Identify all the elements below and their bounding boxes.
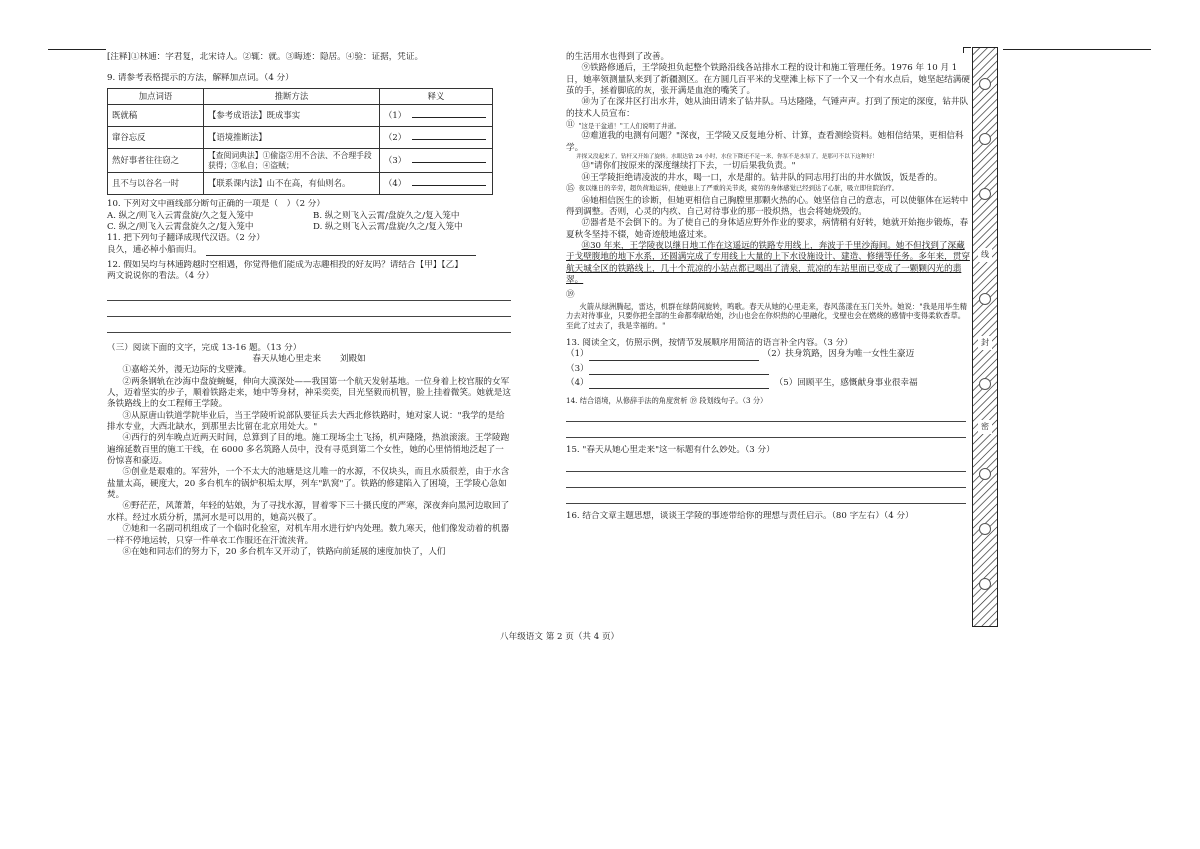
article-paragraph: ⑨铁路修通后，王学陵担负起整个铁路沿线各站排水工程的设计和施工管理任务。1976 年 10 月 1 日，她率领测量队来到了新疆测区。在方圆几百平米的戈壁滩上标下了一个又一个有水点后，她坚起结满硬茧的手，拯着脚底的灰，张开满是血泡的嘴笑了。: [566, 63, 970, 97]
option-a[interactable]: A. 纵之/则飞入云霄盘旋/久之复入笼中: [107, 210, 254, 221]
q12-answer-line[interactable]: [107, 291, 511, 301]
table-cell-answer[interactable]: [380, 148, 493, 172]
binding-label: 密: [978, 420, 992, 434]
answer-number: （2）: [384, 131, 407, 142]
question-15: 15. "春天从她心里走来"这一标题有什么妙处。（3 分）: [566, 444, 775, 455]
binding-hole-icon: [979, 78, 991, 90]
table-header-cell: 加点词语: [108, 88, 204, 104]
article-paragraph: ⑤创业是艰难的。军营外，一个不太大的池塘是这儿唯一的水源，不仅块头，而且水质很差，由于水含盐量太高，硬度大，20 多台机车的锅炉积垢太厚，列车"趴窝"了。铁路的修建陷入了困境，王学陵心急如焚。: [107, 467, 510, 501]
question-13: 13. 阅读全文，仿照示例，按情节发展顺序用简洁的语言补全内容。（3 分）: [566, 337, 853, 348]
page-footer: 八年级语文 第 2 页（共 4 页）: [500, 632, 620, 642]
q13-answer-line[interactable]: [589, 353, 759, 361]
paragraph-number: ⑮: [566, 184, 575, 195]
article-paragraph: ④西行的列车晚点近两天时间，总算到了目的地。施工现场尘土飞扬，机声隆隆，热浪滚滚。王学陵跑遍绵延数百里的施工干线，在 6000 多名筑路人员中，没有寻觅到第二个女性，她的心里悄悄地泛起了一份惊喜和豪迈。: [107, 433, 510, 467]
q13-row-1: [566, 349, 970, 360]
q13-example: （2）扶身筑路，因身为唯一女性生豪迈: [762, 349, 915, 360]
q14-answer-line[interactable]: [566, 412, 966, 422]
q15-answer-line[interactable]: [566, 494, 966, 504]
table-cell-answer[interactable]: [380, 173, 493, 195]
q13-answer-line[interactable]: [589, 381, 769, 389]
article-paragraph: 火箭从绿洲腾起，雷达，机群在绿荫间旋转，鸣歌。春天从她的心里走来，春风荡漾在玉门关外。她说："我是用毕生精力去对待事业，只要你把全部的生命都奉献给她，沙山也会在你炽热的心里融化，戈壁也会在燃烧的感情中变得柔软香草。至此了过去了，我是幸福的。": [566, 301, 968, 331]
article-paragraph: ⑬"请你们按原来的深度继续打下去，一切后果我负责。": [581, 161, 796, 172]
table-cell-word: 窜谷忘反: [108, 126, 204, 148]
answer-blank[interactable]: [412, 178, 486, 186]
table-cell-word: 既就稿: [108, 104, 204, 126]
paragraph-number: ⑲: [566, 290, 575, 301]
question-16: 16. 结合文章主题思想，谈谈王学陵的事迹带给你的理想与责任启示。（80 字左右）（4 分）: [566, 511, 914, 522]
table-cell-method: 【查阅词典法】①偷盗②用不合法、不合理手段获得；③私自；④盗贼；: [204, 148, 380, 172]
q13-example: （5）回顾平生，感慨献身事业很幸福: [774, 377, 918, 388]
table-row: [108, 104, 493, 126]
q13-label: （3）: [566, 363, 589, 374]
answer-number: （1）: [384, 109, 407, 120]
table-cell-answer[interactable]: [380, 126, 493, 148]
table-header-row: [108, 88, 493, 104]
paragraph-number: ⑪: [566, 120, 575, 131]
right-column: [566, 52, 970, 522]
article-paragraph: ⑯她相信医生的诊断，但她更相信自己胸膛里那颗火热的心。她坚信自己的意志，可以使躯体在运转中得到调整。否则，心灵的内疚、自己对待事业的那一股炽热，也会将她烧毁的。: [566, 195, 969, 217]
article-paragraph: ⑥野茫茫，风萧萧，年轻的姑娘，为了寻找水源，冒着零下三十摄氏度的严寒，深夜奔向黑河边取回了水样。经过水质分析，黑河水是可以用的，她高兴极了。: [107, 501, 510, 523]
table-cell-answer[interactable]: [380, 104, 493, 126]
answer-blank[interactable]: [412, 132, 486, 140]
table-cell-method: 【语境推断法】: [204, 126, 380, 148]
q11-sentence: 良久，逋必棹小船而归。: [107, 244, 202, 255]
table-cell-method: 【参考成语法】既成事实: [204, 104, 380, 126]
annotation-note: [注释]①林逋：字君复，北宋诗人。②辄：就。③晦迹：隐居。④验：证据，凭证。: [107, 52, 424, 62]
article-title: 春天从她心里走来: [252, 354, 322, 364]
q15-answer-line[interactable]: [566, 462, 966, 472]
table-cell-word: 且不与以谷名一时: [108, 173, 204, 195]
article-author: 刘殿如: [339, 354, 366, 364]
inserted-small-text: "这是干盆道！"工人们说明了井道。: [578, 121, 681, 130]
article-paragraph: ②两条钢轨在沙海中盘旋蜿蜒，伸向大漠深处——我国第一个航天发射基地。一位身着上校官服的女军人，迈着坚实的步子，顺着铁路走来，她中等身材，神采奕奕，目光坚毅而机智，脸上挂着微笑。她就是这条铁路线上的女工程师王学陵。: [107, 376, 511, 410]
q12-answer-line[interactable]: [107, 307, 511, 317]
answer-number: （3）: [384, 154, 407, 165]
article-paragraph: ③从原唐山铁道学院毕业后，当王学陵听说部队要征兵去大西北修铁路时，她对家人说："我学的是给排水专业，大西北缺水，到那里去比留在北京用处大。": [107, 410, 505, 433]
header-rule-right: [1003, 49, 1151, 50]
answer-number: （4）: [384, 178, 407, 189]
question-12-line2: 两文说说你的看法。（4 分）: [107, 271, 215, 282]
binding-margin: [972, 47, 998, 627]
q13-row-2: [566, 364, 970, 375]
table-cell-method: 【联系课内法】山不在高，有仙则名。: [204, 173, 380, 195]
option-b[interactable]: B. 纵之则飞入云霄/盘旋久之/复入笼中: [313, 210, 460, 221]
question-10: 10. 下列对文中画线部分断句正确的一项是（ ）（2 分）: [107, 199, 325, 210]
q10-options-row-2: [107, 222, 511, 233]
article-paragraph: ⑫难道我的电测有问题？"深夜，王学陵又反复地分析、计算，查看测绘资料。她相信结果，更相信科学。: [566, 131, 964, 153]
binding-hole-icon: [979, 578, 991, 590]
paragraph-11-row: [566, 120, 970, 131]
q13-row-3: [566, 378, 970, 389]
binding-label: 线: [978, 248, 992, 262]
inserted-small-text: 夜以继日的辛劳，超负荷地运转，使她患上了严重的关节炎，疲劳的身体感觉已经到达了心脏，吸立即住院治疗。: [578, 184, 899, 193]
table-row: [108, 148, 493, 172]
binding-hole-icon: [979, 188, 991, 200]
binding-hole-icon: [979, 468, 991, 480]
article-paragraph: ⑩为了在深井区打出水井，她从油田请来了钻井队。马达隆隆，气锤声声。打到了预定的深度，钻井队的技术人员宣布：: [566, 97, 969, 119]
article-paragraph: 的生活用水也得到了改善。: [566, 52, 670, 62]
inserted-small-text: 并探又没起来了，钻杆又开始了旋转。水眼达钻 24 小时，水位下降还不足一米，你泵不是水泵了，是那可不以下这种好！: [576, 154, 878, 161]
q12-answer-line[interactable]: [107, 323, 511, 333]
question-14: 14. 结合语境，从修辞手法的角度赏析 ⑲ 段划线句子。（3 分）: [566, 396, 768, 406]
table-row: [108, 173, 493, 195]
article-paragraph: ⑰器者是不会倒下的。为了使自己的身体适应野外作业的要求，病情稍有好转，她就开始拖步锻炼，春夏秋冬坚持不辍，她奇迹般地盛过来。: [566, 218, 969, 240]
binding-hole-icon: [979, 133, 991, 145]
answer-blank[interactable]: [412, 155, 486, 163]
table-header-cell: 释义: [380, 88, 493, 104]
left-column: [107, 52, 511, 558]
q13-label: （1）: [566, 349, 589, 360]
binding-hole-icon: [979, 523, 991, 535]
question-11: 11. 把下列句子翻译成现代汉语。（2 分）: [107, 233, 265, 244]
table-header-cell: 推断方法: [204, 88, 380, 104]
article-heading: [107, 354, 511, 365]
answer-blank[interactable]: [412, 110, 486, 118]
question-12-line1: 12. 假如吴均与林逋跨越时空相遇，你觉得他们能成为志趣相投的好友吗？请结合【甲】【乙】: [107, 259, 463, 270]
article-paragraph: ⑦她和一名副司机组成了一个临时化验室，对机车用水进行炉内处理。数九寒天，他们像发动着的机器一样不停地运转，只穿一件单衣工作服还在汗流浃背。: [107, 524, 510, 546]
vocab-table: [107, 88, 493, 196]
article-paragraph: ⑱30 年来，王学陵夜以继日地工作在这遥远的铁路专用线上，奔波于千里沙海间。她不但找到了深藏于戈壁腹地的地下水系，还圆满完成了专用线上大量的上下水设施设计、建造、修缮等任务。多年来，贯穿航天城全区的铁路线上，几十个荒凉的小站点都已喝出了清泉，荒凉的车站里面已变成了一颗颗闪光的翡翠。: [566, 240, 970, 285]
option-c[interactable]: C. 纵之/则飞入云霄盘旋久之/复入笼中: [107, 221, 254, 232]
section-3-heading: （三）阅读下面的文字，完成 13-16 题。（13 分）: [107, 342, 302, 353]
table-cell-word: 然好事者往往窃之: [108, 148, 204, 172]
q13-label: （4）: [566, 377, 589, 388]
header-rule-left: [48, 49, 106, 50]
binding-label: 封: [978, 336, 992, 350]
question-9: 9. 请参考表格提示的方法，解释加点词。（4 分）: [107, 73, 294, 84]
table-row: [108, 126, 493, 148]
q14-answer-line[interactable]: [566, 428, 966, 438]
paragraph-15-row: [566, 184, 970, 195]
q15-answer-line[interactable]: [566, 478, 966, 488]
article-paragraph: ⑧在她和同志们的努力下，20 多台机车又开动了，铁路向前延展的速度加快了，人们: [122, 546, 446, 557]
q11-answer-row: [107, 245, 511, 256]
option-d[interactable]: D. 纵之则飞入云霄/盘旋/久之/复入笼中: [313, 221, 463, 232]
q13-answer-line[interactable]: [589, 367, 769, 375]
article-paragraph: ⑭王学陵拒绝请凌波的井水，喝一口，水是甜的。钻井队的同志用打出的井水做饭，饭是香的。: [581, 172, 943, 183]
binding-hole-icon: [979, 293, 991, 305]
q11-answer-line[interactable]: [206, 248, 476, 256]
binding-hole-icon: [979, 378, 991, 390]
q10-options-row-1: [107, 211, 511, 222]
article-paragraph: ①嘉峪关外，漫无边际的戈壁滩。: [122, 365, 252, 376]
